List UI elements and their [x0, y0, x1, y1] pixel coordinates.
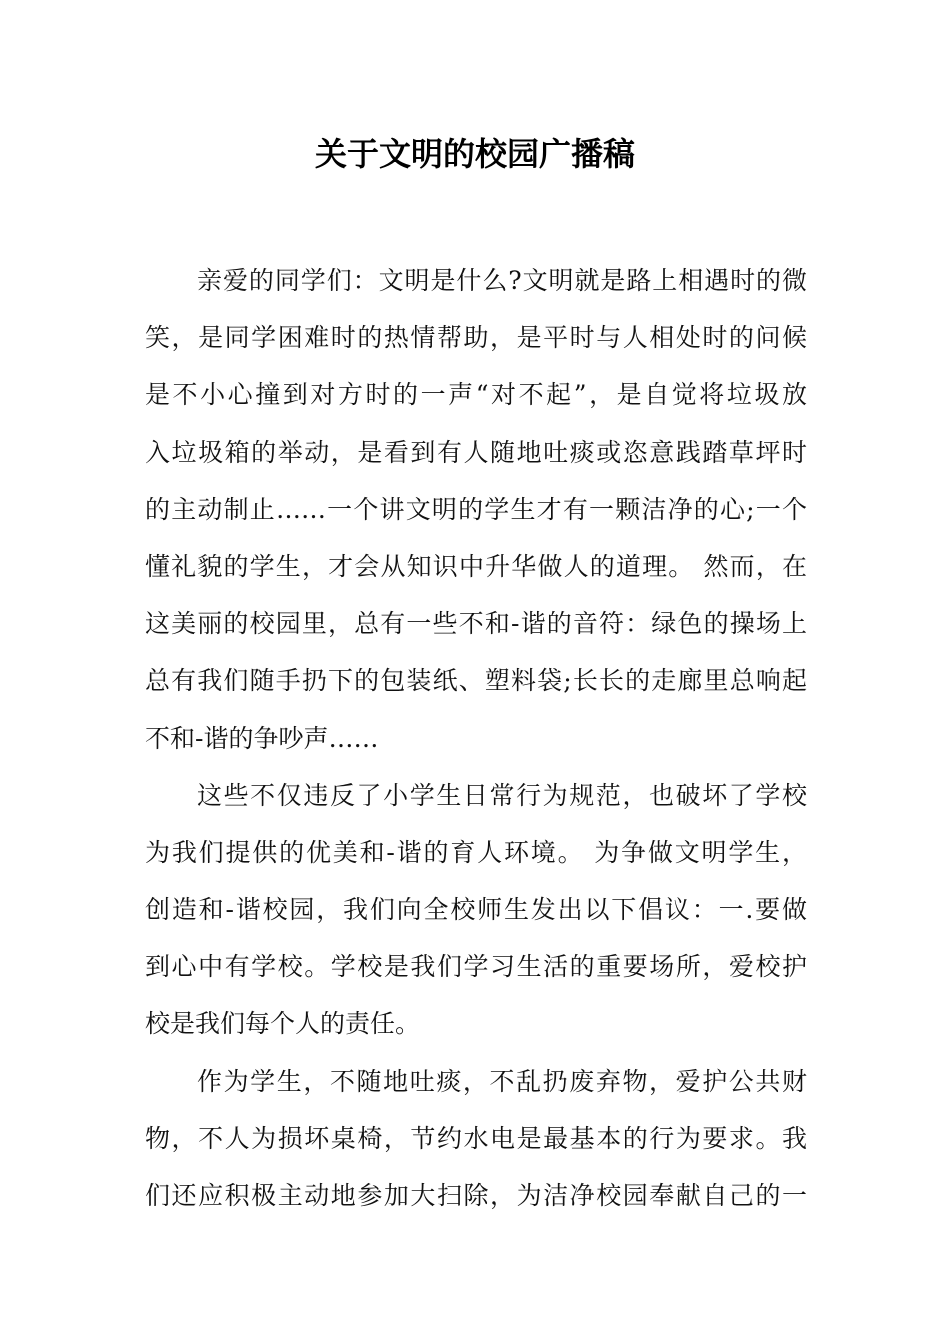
text-line: 笑，是同学困难时的热情帮助，是平时与人相处时的问候 — [145, 323, 807, 353]
text-line: 创造和-谐校园，我们向全校师生发出以下倡议：一.要做 — [145, 895, 807, 925]
text-line: 总有我们随手扔下的包装纸、塑料袋;长长的走廊里总响起 — [145, 666, 807, 696]
text-line: 这美丽的校园里，总有一些不和-谐的音符：绿色的操场上 — [145, 609, 807, 639]
text-line: 是不小心撞到对方时的一声“对不起”，是自觉将垃圾放 — [145, 380, 807, 410]
text-line: 这些不仅违反了小学生日常行为规范，也破坏了学校 — [197, 780, 807, 810]
text-line: 的主动制止……一个讲文明的学生才有一颗洁净的心;一个 — [145, 494, 807, 524]
document-title: 关于文明的校园广播稿 — [314, 135, 635, 173]
text-line: 校是我们每个人的责任。 — [145, 1009, 421, 1039]
text-line: 作为学生，不随地吐痰，不乱扔废弃物，爱护公共财 — [197, 1066, 807, 1096]
text-line: 到心中有学校。学校是我们学习生活的重要场所，爱校护 — [145, 952, 807, 982]
text-line: 物，不人为损坏桌椅，节约水电是最基本的行为要求。我 — [145, 1123, 807, 1153]
text-line: 懂礼貌的学生，才会从知识中升华做人的道理。 然而，在 — [145, 551, 807, 581]
text-line: 不和-谐的争吵声…… — [145, 723, 379, 753]
text-line: 入垃圾箱的举动，是看到有人随地吐痰或恣意践踏草坪时 — [145, 437, 807, 467]
document-body — [145, 252, 807, 1224]
text-line: 们还应积极主动地参加大扫除，为洁净校园奉献自己的一 — [145, 1181, 807, 1210]
text-line: 亲爱的同学们：文明是什么?文明就是路上相遇时的微 — [197, 266, 807, 295]
text-line: 为我们提供的优美和-谐的育人环境。 为争做文明学生， — [145, 837, 807, 867]
